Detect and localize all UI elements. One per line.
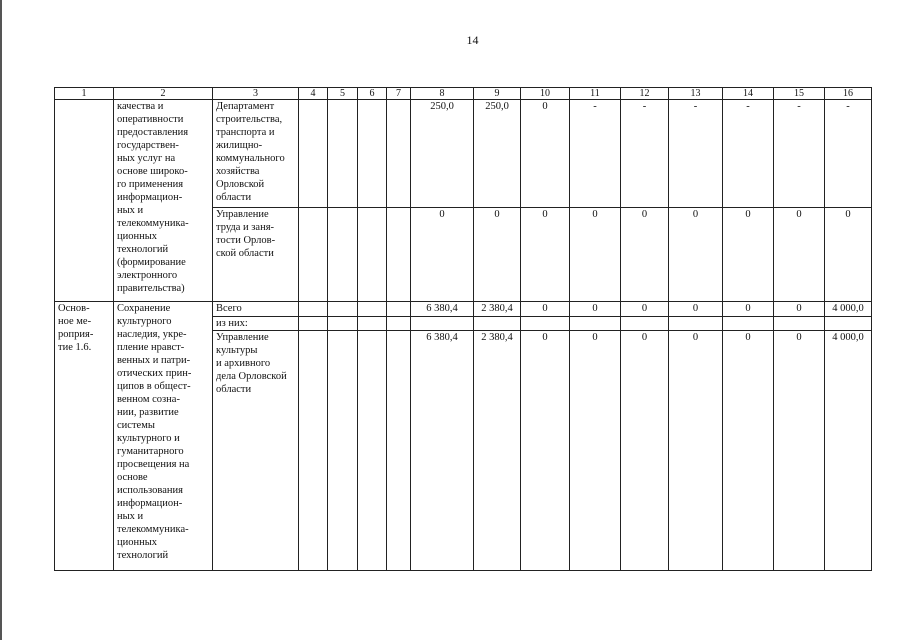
- total-label: Всего: [213, 302, 299, 317]
- empty-cell: [328, 100, 358, 208]
- column-header: 6: [358, 88, 387, 100]
- empty-cell: [358, 317, 387, 331]
- value-cell: -: [621, 100, 669, 208]
- executor-cell: [213, 100, 299, 208]
- empty-cell: [358, 100, 387, 208]
- value-cell: 0: [669, 331, 723, 571]
- page-number: 14: [466, 33, 479, 47]
- value-cell: -: [669, 100, 723, 208]
- value-cell: 250,0: [474, 100, 521, 208]
- empty-cell: [328, 317, 358, 331]
- column-header: 15: [774, 88, 825, 100]
- empty-cell: [411, 317, 474, 331]
- empty-cell: [723, 317, 774, 331]
- empty-cell: [328, 208, 358, 302]
- value-cell: 0: [521, 302, 570, 317]
- column-header: 2: [114, 88, 213, 100]
- executor-cell: [213, 331, 299, 571]
- value-cell: -: [774, 100, 825, 208]
- value-cell: 0: [411, 208, 474, 302]
- activity-number: Основ- ное ме- роприя- тие 1.6.: [58, 303, 94, 353]
- value-cell: -: [825, 100, 872, 208]
- empty-cell: [299, 302, 328, 317]
- value-cell: 0: [474, 208, 521, 302]
- column-header: 10: [521, 88, 570, 100]
- value-cell: 0: [825, 208, 872, 302]
- empty-cell: [669, 317, 723, 331]
- value-cell: -: [570, 100, 621, 208]
- empty-cell: [387, 317, 411, 331]
- value-cell: 0: [774, 208, 825, 302]
- empty-cell: [825, 317, 872, 331]
- column-header: 16: [825, 88, 872, 100]
- column-header: 8: [411, 88, 474, 100]
- empty-cell: [774, 317, 825, 331]
- value-cell: 4 000,0: [825, 331, 872, 571]
- empty-cell: [387, 100, 411, 208]
- executor-name: Департамент строительства, транспорта и жилищно- коммунального хозяйства Орловской области: [216, 101, 285, 203]
- value-cell: 2 380,4: [474, 331, 521, 571]
- column-header: 11: [570, 88, 621, 100]
- value-cell: 0: [723, 302, 774, 317]
- empty-cell: [358, 302, 387, 317]
- empty-cell: [387, 302, 411, 317]
- value-cell: 0: [669, 208, 723, 302]
- column-number-row: [55, 88, 872, 100]
- column-header: 9: [474, 88, 521, 100]
- executor-cell: [213, 208, 299, 302]
- value-cell: 0: [621, 302, 669, 317]
- scan-edge-line: [0, 0, 2, 640]
- value-cell: 0: [774, 302, 825, 317]
- empty-cell: [299, 208, 328, 302]
- executor-name: Управление труда и заня- тости Орлов- ской области: [216, 209, 276, 259]
- value-cell: 0: [723, 331, 774, 571]
- column-header: 3: [213, 88, 299, 100]
- executor-name: Управление культуры и архивного дела Орловской области: [216, 332, 287, 395]
- activity-description: качества и оперативности предоставления государствен- ных услуг на основе широко- го применения информацион- ных и телекоммуника- ционных технологий (формирование электронного правительства): [117, 101, 189, 294]
- value-cell: 2 380,4: [474, 302, 521, 317]
- column-header: 1: [55, 88, 114, 100]
- empty-cell: [358, 208, 387, 302]
- value-cell: 4 000,0: [825, 302, 872, 317]
- column-header: 5: [328, 88, 358, 100]
- value-cell: 0: [723, 208, 774, 302]
- empty-cell: [299, 100, 328, 208]
- empty-cell: [328, 302, 358, 317]
- column-header: 4: [299, 88, 328, 100]
- value-cell: 0: [570, 302, 621, 317]
- value-cell: 0: [570, 208, 621, 302]
- empty-cell: [570, 317, 621, 331]
- value-cell: 0: [521, 100, 570, 208]
- value-cell: 0: [774, 331, 825, 571]
- value-cell: 0: [521, 331, 570, 571]
- value-cell: 0: [521, 208, 570, 302]
- value-cell: 6 380,4: [411, 331, 474, 571]
- value-cell: 0: [570, 331, 621, 571]
- column-header: 12: [621, 88, 669, 100]
- activity-description-cell: [114, 302, 213, 571]
- table-row: [55, 100, 872, 208]
- activity-description: Сохранение культурного наследия, укре- пление нравст- венных и патри- отических прин- ципов в общест- венном созна- нии, развитие системы культурного и гуманитарного просвещения на основе использования информацион- ных и телекоммуника- ционных технологий: [117, 303, 192, 561]
- empty-cell: [521, 317, 570, 331]
- empty-cell: [358, 331, 387, 571]
- value-cell: -: [723, 100, 774, 208]
- activity-description-cell: [114, 100, 213, 302]
- column-header: 14: [723, 88, 774, 100]
- column-header: 7: [387, 88, 411, 100]
- column-header: 13: [669, 88, 723, 100]
- activity-number-cell: [55, 302, 114, 571]
- budget-table: [54, 87, 872, 571]
- empty-cell: [387, 331, 411, 571]
- empty-cell: [387, 208, 411, 302]
- table-row: [55, 302, 872, 317]
- activity-number-cell: [55, 100, 114, 302]
- empty-cell: [299, 317, 328, 331]
- empty-cell: [621, 317, 669, 331]
- value-cell: 6 380,4: [411, 302, 474, 317]
- value-cell: 0: [669, 302, 723, 317]
- empty-cell: [328, 331, 358, 571]
- empty-cell: [299, 331, 328, 571]
- value-cell: 0: [621, 208, 669, 302]
- value-cell: 0: [621, 331, 669, 571]
- empty-cell: [474, 317, 521, 331]
- of-which-label: из них:: [213, 317, 299, 331]
- value-cell: 250,0: [411, 100, 474, 208]
